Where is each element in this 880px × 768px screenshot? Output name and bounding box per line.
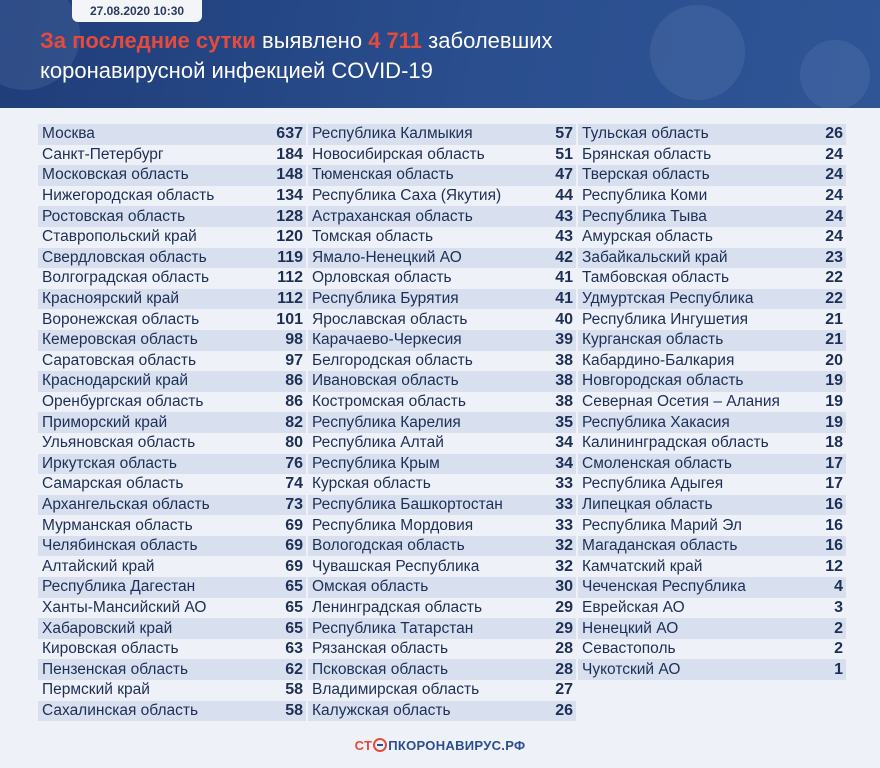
- case-count: 65: [285, 598, 303, 616]
- case-count: 16: [825, 537, 843, 555]
- region-name: Карачаево-Черкесия: [312, 331, 462, 349]
- regions-column-1: [38, 124, 306, 721]
- case-count: 4: [834, 578, 843, 596]
- region-name: Республика Карелия: [312, 413, 461, 431]
- table-row: [578, 165, 846, 186]
- table-row: [578, 556, 846, 577]
- table-row: [308, 598, 576, 619]
- region-name: Волгоградская область: [42, 269, 210, 287]
- footer: [0, 722, 880, 768]
- table-row: [308, 659, 576, 680]
- case-count: 19: [825, 413, 843, 431]
- headline: [40, 26, 680, 86]
- region-name: Красноярский край: [42, 290, 180, 308]
- region-name: Тамбовская область: [582, 269, 730, 287]
- table-row: [308, 474, 576, 495]
- case-count: 65: [285, 619, 303, 637]
- table-row: [578, 598, 846, 619]
- case-count: 19: [825, 393, 843, 411]
- table-row: [38, 598, 306, 619]
- case-count: 20: [825, 351, 843, 369]
- region-name: Магаданская область: [582, 537, 738, 555]
- table-row: [38, 268, 306, 289]
- table-row: [578, 659, 846, 680]
- table-row: [38, 556, 306, 577]
- region-name: Амурская область: [582, 228, 713, 246]
- case-count: 24: [825, 145, 843, 163]
- region-name: Сахалинская область: [42, 701, 199, 719]
- table-row: [578, 433, 846, 454]
- region-name: Ханты-Мансийский АО: [42, 598, 207, 616]
- region-name: Республика Саха (Якутия): [312, 187, 502, 205]
- table-row: [38, 330, 306, 351]
- case-count: 69: [285, 557, 303, 575]
- region-name: Ненецкий АО: [582, 619, 679, 637]
- region-name: Ульяновская область: [42, 434, 196, 452]
- region-name: Республика Бурятия: [312, 290, 459, 308]
- table-row: [308, 309, 576, 330]
- case-count: 18: [825, 434, 843, 452]
- table-row: [38, 515, 306, 536]
- case-count: 34: [555, 434, 573, 452]
- case-count: 98: [285, 331, 303, 349]
- table-row: [578, 454, 846, 475]
- region-name: Тюменская область: [312, 166, 454, 184]
- table-row: [578, 618, 846, 639]
- case-count: 32: [555, 557, 573, 575]
- table-row: [38, 206, 306, 227]
- header-banner: [0, 0, 880, 108]
- table-row: [308, 371, 576, 392]
- region-name: Хабаровский край: [42, 619, 173, 637]
- case-count: 58: [285, 681, 303, 699]
- case-count: 33: [555, 516, 573, 534]
- region-name: Белгородская область: [312, 351, 473, 369]
- case-count: 16: [825, 516, 843, 534]
- table-row: [38, 392, 306, 413]
- case-count: 63: [285, 640, 303, 658]
- region-name: Республика Мордовия: [312, 516, 474, 534]
- region-name: Ярославская область: [312, 310, 468, 328]
- region-name: Липецкая область: [582, 495, 713, 513]
- region-name: Астраханская область: [312, 207, 473, 225]
- case-count: 12: [825, 557, 843, 575]
- table-row: [38, 227, 306, 248]
- table-row: [38, 474, 306, 495]
- region-name: Архангельская область: [42, 495, 210, 513]
- case-count: 21: [825, 310, 843, 328]
- case-count: 28: [555, 640, 573, 658]
- table-row: [308, 289, 576, 310]
- region-name: Мурманская область: [42, 516, 193, 534]
- table-row: [308, 165, 576, 186]
- region-name: Республика Адыгея: [582, 475, 724, 493]
- table-row: [38, 536, 306, 557]
- region-name: Тульская область: [582, 125, 709, 143]
- table-row: [578, 248, 846, 269]
- date-badge: 27.08.2020 10:30: [72, 0, 202, 22]
- table-row: [308, 330, 576, 351]
- region-name: Забайкальский край: [582, 248, 728, 266]
- region-name: Пермский край: [42, 681, 150, 699]
- table-row: [308, 124, 576, 145]
- case-count: 38: [555, 393, 573, 411]
- table-row: [578, 145, 846, 166]
- case-count: 17: [825, 454, 843, 472]
- region-name: Владимирская область: [312, 681, 480, 699]
- table-row: [308, 701, 576, 722]
- case-count: 24: [825, 166, 843, 184]
- case-count: 27: [555, 681, 573, 699]
- table-row: [578, 186, 846, 207]
- table-row: [308, 577, 576, 598]
- region-name: Республика Коми: [582, 187, 708, 205]
- region-name: Московская область: [42, 166, 189, 184]
- region-name: Псковская область: [312, 660, 449, 678]
- case-count: 42: [555, 248, 573, 266]
- region-name: Томская область: [312, 228, 434, 246]
- table-row: [308, 248, 576, 269]
- region-name: Севастополь: [582, 640, 676, 658]
- case-count: 43: [555, 207, 573, 225]
- case-count: 86: [285, 372, 303, 390]
- table-row: [38, 371, 306, 392]
- region-name: Нижегородская область: [42, 187, 215, 205]
- virus-decoration: [800, 40, 870, 108]
- case-count: 62: [285, 660, 303, 678]
- table-row: [38, 165, 306, 186]
- table-row: [38, 659, 306, 680]
- headline-count: 4 711: [368, 28, 423, 53]
- region-name: Самарская область: [42, 475, 184, 493]
- table-row: [38, 577, 306, 598]
- case-count: 120: [276, 228, 303, 246]
- region-name: Алтайский край: [42, 557, 155, 575]
- case-count: 65: [285, 578, 303, 596]
- region-name: Кировская область: [42, 640, 179, 658]
- region-name: Республика Дагестан: [42, 578, 196, 596]
- case-count: 29: [555, 598, 573, 616]
- table-row: [578, 371, 846, 392]
- table-row: [38, 618, 306, 639]
- case-count: 41: [555, 290, 573, 308]
- case-count: 41: [555, 269, 573, 287]
- region-name: Костромская область: [312, 393, 466, 411]
- table-row: [578, 412, 846, 433]
- region-name: Калининградская область: [582, 434, 769, 452]
- headline-tail-line2: коронавирусной инфекцией COVID-19: [40, 58, 433, 83]
- region-name: Свердловская область: [42, 248, 207, 266]
- table-row: [578, 515, 846, 536]
- table-row: [578, 536, 846, 557]
- region-name: Республика Башкортостан: [312, 495, 503, 513]
- case-count: 3: [834, 598, 843, 616]
- table-row: [38, 412, 306, 433]
- table-row: [38, 680, 306, 701]
- case-count: 38: [555, 372, 573, 390]
- case-count: 24: [825, 228, 843, 246]
- region-name: Республика Калмыкия: [312, 125, 473, 143]
- table-row: [308, 639, 576, 660]
- region-name: Удмуртская Республика: [582, 290, 754, 308]
- table-row: [578, 289, 846, 310]
- table-row: [38, 289, 306, 310]
- table-row: [578, 206, 846, 227]
- region-name: Новосибирская область: [312, 145, 485, 163]
- region-name: Курская область: [312, 475, 431, 493]
- case-count: 69: [285, 516, 303, 534]
- table-row: [308, 454, 576, 475]
- table-row: [38, 495, 306, 516]
- table-row: [38, 433, 306, 454]
- table-row: [578, 330, 846, 351]
- table-row: [578, 392, 846, 413]
- regions-table: [38, 124, 848, 720]
- case-count: 69: [285, 537, 303, 555]
- region-name: Чукотский АО: [582, 660, 681, 678]
- case-count: 22: [825, 290, 843, 308]
- case-count: 2: [834, 640, 843, 658]
- region-name: Омская область: [312, 578, 429, 596]
- table-row: [308, 268, 576, 289]
- region-name: Орловская область: [312, 269, 452, 287]
- table-row: [578, 495, 846, 516]
- region-name: Республика Тыва: [582, 207, 707, 225]
- table-row: [578, 227, 846, 248]
- region-name: Пензенская область: [42, 660, 189, 678]
- table-row: [308, 186, 576, 207]
- case-count: 23: [825, 248, 843, 266]
- region-name: Курганская область: [582, 331, 724, 349]
- table-row: [578, 309, 846, 330]
- table-row: [38, 124, 306, 145]
- region-name: Камчатский край: [582, 557, 703, 575]
- case-count: 24: [825, 187, 843, 205]
- table-row: [308, 536, 576, 557]
- case-count: 16: [825, 495, 843, 513]
- case-count: 35: [555, 413, 573, 431]
- table-row: [308, 412, 576, 433]
- table-row: [308, 145, 576, 166]
- table-row: [38, 701, 306, 722]
- case-count: 119: [277, 248, 303, 266]
- table-row: [38, 145, 306, 166]
- region-name: Ростовская область: [42, 207, 186, 225]
- case-count: 30: [555, 578, 573, 596]
- region-name: Кемеровская область: [42, 331, 198, 349]
- case-count: 101: [276, 310, 303, 328]
- case-count: 184: [276, 145, 303, 163]
- case-count: 24: [825, 207, 843, 225]
- table-row: [578, 124, 846, 145]
- region-name: Смоленская область: [582, 454, 732, 472]
- case-count: 22: [825, 269, 843, 287]
- table-row: [578, 474, 846, 495]
- stop-sign-icon: [373, 738, 387, 752]
- region-name: Чеченская Республика: [582, 578, 746, 596]
- headline-tail: заболевших: [422, 28, 553, 53]
- region-name: Северная Осетия – Алания: [582, 393, 780, 411]
- case-count: 97: [285, 351, 303, 369]
- case-count: 29: [555, 619, 573, 637]
- case-count: 21: [825, 331, 843, 349]
- region-name: Ивановская область: [312, 372, 459, 390]
- region-name: Оренбургская область: [42, 393, 204, 411]
- region-name: Ленинградская область: [312, 598, 483, 616]
- case-count: 58: [285, 701, 303, 719]
- region-name: Республика Крым: [312, 454, 440, 472]
- region-name: Кабардино-Балкария: [582, 351, 735, 369]
- region-name: Москва: [42, 125, 95, 143]
- case-count: 17: [825, 475, 843, 493]
- case-count: 73: [285, 495, 303, 513]
- region-name: Краснодарский край: [42, 372, 188, 390]
- case-count: 637: [276, 125, 303, 143]
- table-row: [38, 309, 306, 330]
- case-count: 112: [277, 269, 303, 287]
- region-name: Саратовская область: [42, 351, 197, 369]
- case-count: 74: [285, 475, 303, 493]
- table-row: [308, 495, 576, 516]
- headline-mid: выявлено: [255, 28, 369, 53]
- table-row: [38, 186, 306, 207]
- region-name: Иркутская область: [42, 454, 177, 472]
- table-row: [578, 268, 846, 289]
- table-row: [308, 556, 576, 577]
- region-name: Воронежская область: [42, 310, 200, 328]
- case-count: 134: [276, 187, 303, 205]
- case-count: 80: [285, 434, 303, 452]
- region-name: Челябинская область: [42, 537, 198, 555]
- case-count: 148: [276, 166, 303, 184]
- region-name: Чувашская Республика: [312, 557, 480, 575]
- logo-text-stop: СТ: [354, 737, 373, 753]
- table-row: [308, 680, 576, 701]
- case-count: 86: [285, 393, 303, 411]
- table-row: [38, 454, 306, 475]
- table-row: [578, 577, 846, 598]
- region-name: Республика Хакасия: [582, 413, 730, 431]
- table-row: [308, 618, 576, 639]
- region-name: Брянская область: [582, 145, 712, 163]
- case-count: 82: [285, 413, 303, 431]
- case-count: 51: [555, 145, 573, 163]
- table-row: [38, 248, 306, 269]
- table-row: [308, 392, 576, 413]
- stopcoronavirus-logo[interactable]: [355, 738, 526, 753]
- region-name: Республика Татарстан: [312, 619, 474, 637]
- case-count: 26: [555, 701, 573, 719]
- case-count: 34: [555, 454, 573, 472]
- region-name: Санкт-Петербург: [42, 145, 164, 163]
- region-name: Калужская область: [312, 701, 451, 719]
- region-name: Тверская область: [582, 166, 710, 184]
- table-row: [578, 639, 846, 660]
- region-name: Еврейская АО: [582, 598, 685, 616]
- case-count: 44: [555, 187, 573, 205]
- table-row: [38, 639, 306, 660]
- table-row: [308, 433, 576, 454]
- case-count: 2: [834, 619, 843, 637]
- case-count: 39: [555, 331, 573, 349]
- table-row: [578, 351, 846, 372]
- region-name: Республика Алтай: [312, 434, 444, 452]
- case-count: 19: [825, 372, 843, 390]
- region-name: Новгородская область: [582, 372, 744, 390]
- region-name: Республика Марий Эл: [582, 516, 742, 534]
- logo-text-main: ПКОРОНАВИРУС.РФ: [388, 737, 526, 753]
- region-name: Вологодская область: [312, 537, 465, 555]
- region-name: Приморский край: [42, 413, 168, 431]
- region-name: Рязанская область: [312, 640, 449, 658]
- case-count: 57: [555, 125, 573, 143]
- case-count: 112: [277, 290, 303, 308]
- case-count: 33: [555, 495, 573, 513]
- regions-column-2: [308, 124, 576, 721]
- case-count: 1: [834, 660, 843, 678]
- region-name: Ямало-Ненецкий АО: [312, 248, 462, 266]
- table-row: [308, 351, 576, 372]
- case-count: 33: [555, 475, 573, 493]
- case-count: 32: [555, 537, 573, 555]
- case-count: 28: [555, 660, 573, 678]
- region-name: Республика Ингушетия: [582, 310, 749, 328]
- table-row: [308, 515, 576, 536]
- case-count: 47: [555, 166, 573, 184]
- case-count: 26: [825, 125, 843, 143]
- regions-column-3: [578, 124, 846, 680]
- region-name: Ставропольский край: [42, 228, 197, 246]
- case-count: 40: [555, 310, 573, 328]
- headline-lead: За последние сутки: [40, 28, 256, 53]
- case-count: 128: [276, 207, 303, 225]
- case-count: 38: [555, 351, 573, 369]
- case-count: 76: [285, 454, 303, 472]
- case-count: 43: [555, 228, 573, 246]
- table-row: [38, 351, 306, 372]
- table-row: [308, 227, 576, 248]
- table-row: [308, 206, 576, 227]
